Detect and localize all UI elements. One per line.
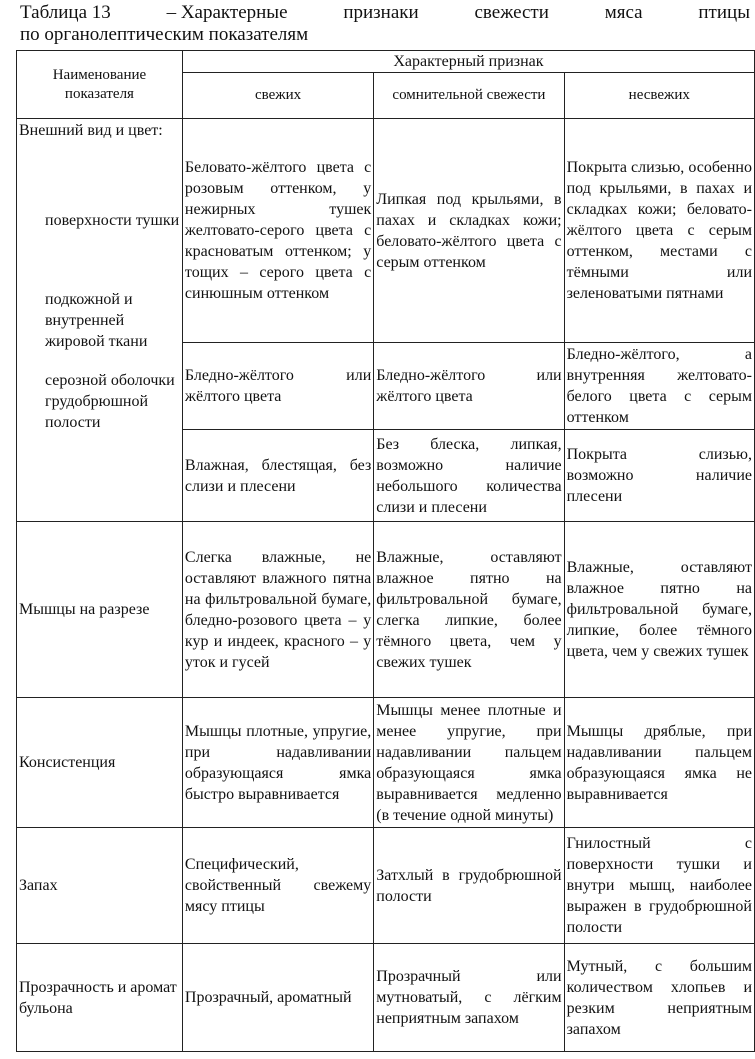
surface-fresh: Беловато-жёлтого цвета с розовым оттенком, у нежирных тушек желтовато-серого цвета с красноватым оттенком; у тощих – серого цвета с синюшным оттенком bbox=[182, 119, 373, 343]
serous-doubtful: Без блеска, липкая, возможно наличие небольшого количества слизи и плесени bbox=[374, 430, 564, 522]
appearance-sub-fat: подкожной и внутренней жировой ткани bbox=[45, 291, 148, 350]
fat-stale: Бледно-жёлтого, а внутренняя желтовато-белого цвета с серым оттенком bbox=[564, 343, 754, 430]
smell-label: Запах bbox=[17, 828, 183, 944]
caption-word-1: – Характерные bbox=[166, 2, 288, 23]
broth-label: Прозрачность и аромат бульона bbox=[17, 944, 183, 1052]
smell-fresh: Специфический, свойственный свежему мясу птицы bbox=[182, 828, 373, 944]
header-doubtful: сомнительной свежести bbox=[374, 73, 564, 119]
header-group: Характерный признак bbox=[182, 51, 754, 73]
broth-doubtful: Прозрачный или мутноватый, с лёгким неприятным запахом bbox=[374, 944, 564, 1052]
consistency-doubtful: Мышцы менее плотные и менее упругие, при надавливании пальцем образующаяся ямка выравнивается медленно (в течение одной минуты) bbox=[374, 698, 564, 828]
table-row-surface bbox=[17, 119, 755, 343]
consistency-fresh: Мышцы плотные, упругие, при надавливании образующаяся ямка быстро выравнивается bbox=[182, 698, 373, 828]
header-stale: несвежих bbox=[564, 73, 754, 119]
smell-doubtful: Затхлый в грудобрюшной полости bbox=[374, 828, 564, 944]
fat-doubtful: Бледно-жёлтого или жёлтого цвета bbox=[374, 343, 564, 430]
table-row-smell bbox=[17, 828, 755, 944]
header-row-1 bbox=[17, 51, 755, 73]
muscles-label: Мышцы на разрезе bbox=[17, 522, 183, 698]
appearance-sub-serous: серозной оболочки грудобрюшной полости bbox=[45, 372, 175, 431]
caption-number: Таблица 13 bbox=[20, 2, 111, 23]
surface-stale: Покрыта слизью, особенно под крыльями, в пахах и складках кожи; беловато-жёлтого цвета с серым оттенком, местами с тёмными или зеленоватыми пятнами bbox=[564, 119, 754, 343]
consistency-label: Консистенция bbox=[17, 698, 183, 828]
caption-word-2: признаки bbox=[343, 2, 419, 23]
table-row-broth bbox=[17, 944, 755, 1052]
muscles-fresh: Слегка влажные, не оставляют влажного пятна на фильтровальной бумаге, бледно-розового цвета – у кур и индеек, красного – у уток и гусей bbox=[182, 522, 373, 698]
caption-line-1 bbox=[20, 2, 750, 24]
surface-doubtful: Липкая под крыльями, в пахах и складках кожи; беловато-жёлтого цвета с серым оттенком bbox=[374, 119, 564, 343]
table-caption bbox=[20, 2, 750, 46]
muscles-doubtful: Влажные, оставляют влажное пятно на фильтровальной бумаге, слегка липкие, более тёмного цвета, чем у свежих тушек bbox=[374, 522, 564, 698]
caption-line-2: по органолептическим показателям bbox=[20, 24, 309, 45]
broth-stale: Мутный, с большим количеством хлопьев и резким неприятным запахом bbox=[564, 944, 754, 1052]
consistency-stale: Мышцы дряблые, при надавливании пальцем образующаяся ямка не выравнивается bbox=[564, 698, 754, 828]
appearance-label: Внешний вид и цвет: bbox=[19, 122, 163, 139]
caption-word-3: свежести bbox=[474, 2, 549, 23]
header-fresh: свежих bbox=[182, 73, 373, 119]
muscles-stale: Влажные, оставляют влажное пятно на фильтровальной бумаге, липкие, более тёмного цвета, чем у свежих тушек bbox=[564, 522, 754, 698]
caption-word-5: птицы bbox=[698, 2, 750, 23]
serous-fresh: Влажная, блестящая, без слизи и плесени bbox=[182, 430, 373, 522]
fat-fresh: Бледно-жёлтого или жёлтого цвета bbox=[182, 343, 373, 430]
table-row-consistency bbox=[17, 698, 755, 828]
smell-stale: Гнилостный с поверхности тушки и внутри мышц, наиболее выражен в грудобрюшной полости bbox=[564, 828, 754, 944]
appearance-label-cell bbox=[17, 119, 183, 522]
caption-word-4: мяса bbox=[604, 2, 643, 23]
appearance-sub-surface: поверхности тушки bbox=[45, 212, 180, 229]
header-indicator: Наименование показателя bbox=[17, 51, 183, 119]
table-row-muscles bbox=[17, 522, 755, 698]
serous-stale: Покрыта слизью, возможно наличие плесени bbox=[564, 430, 754, 522]
freshness-table bbox=[16, 50, 755, 1052]
broth-fresh: Прозрачный, ароматный bbox=[182, 944, 373, 1052]
